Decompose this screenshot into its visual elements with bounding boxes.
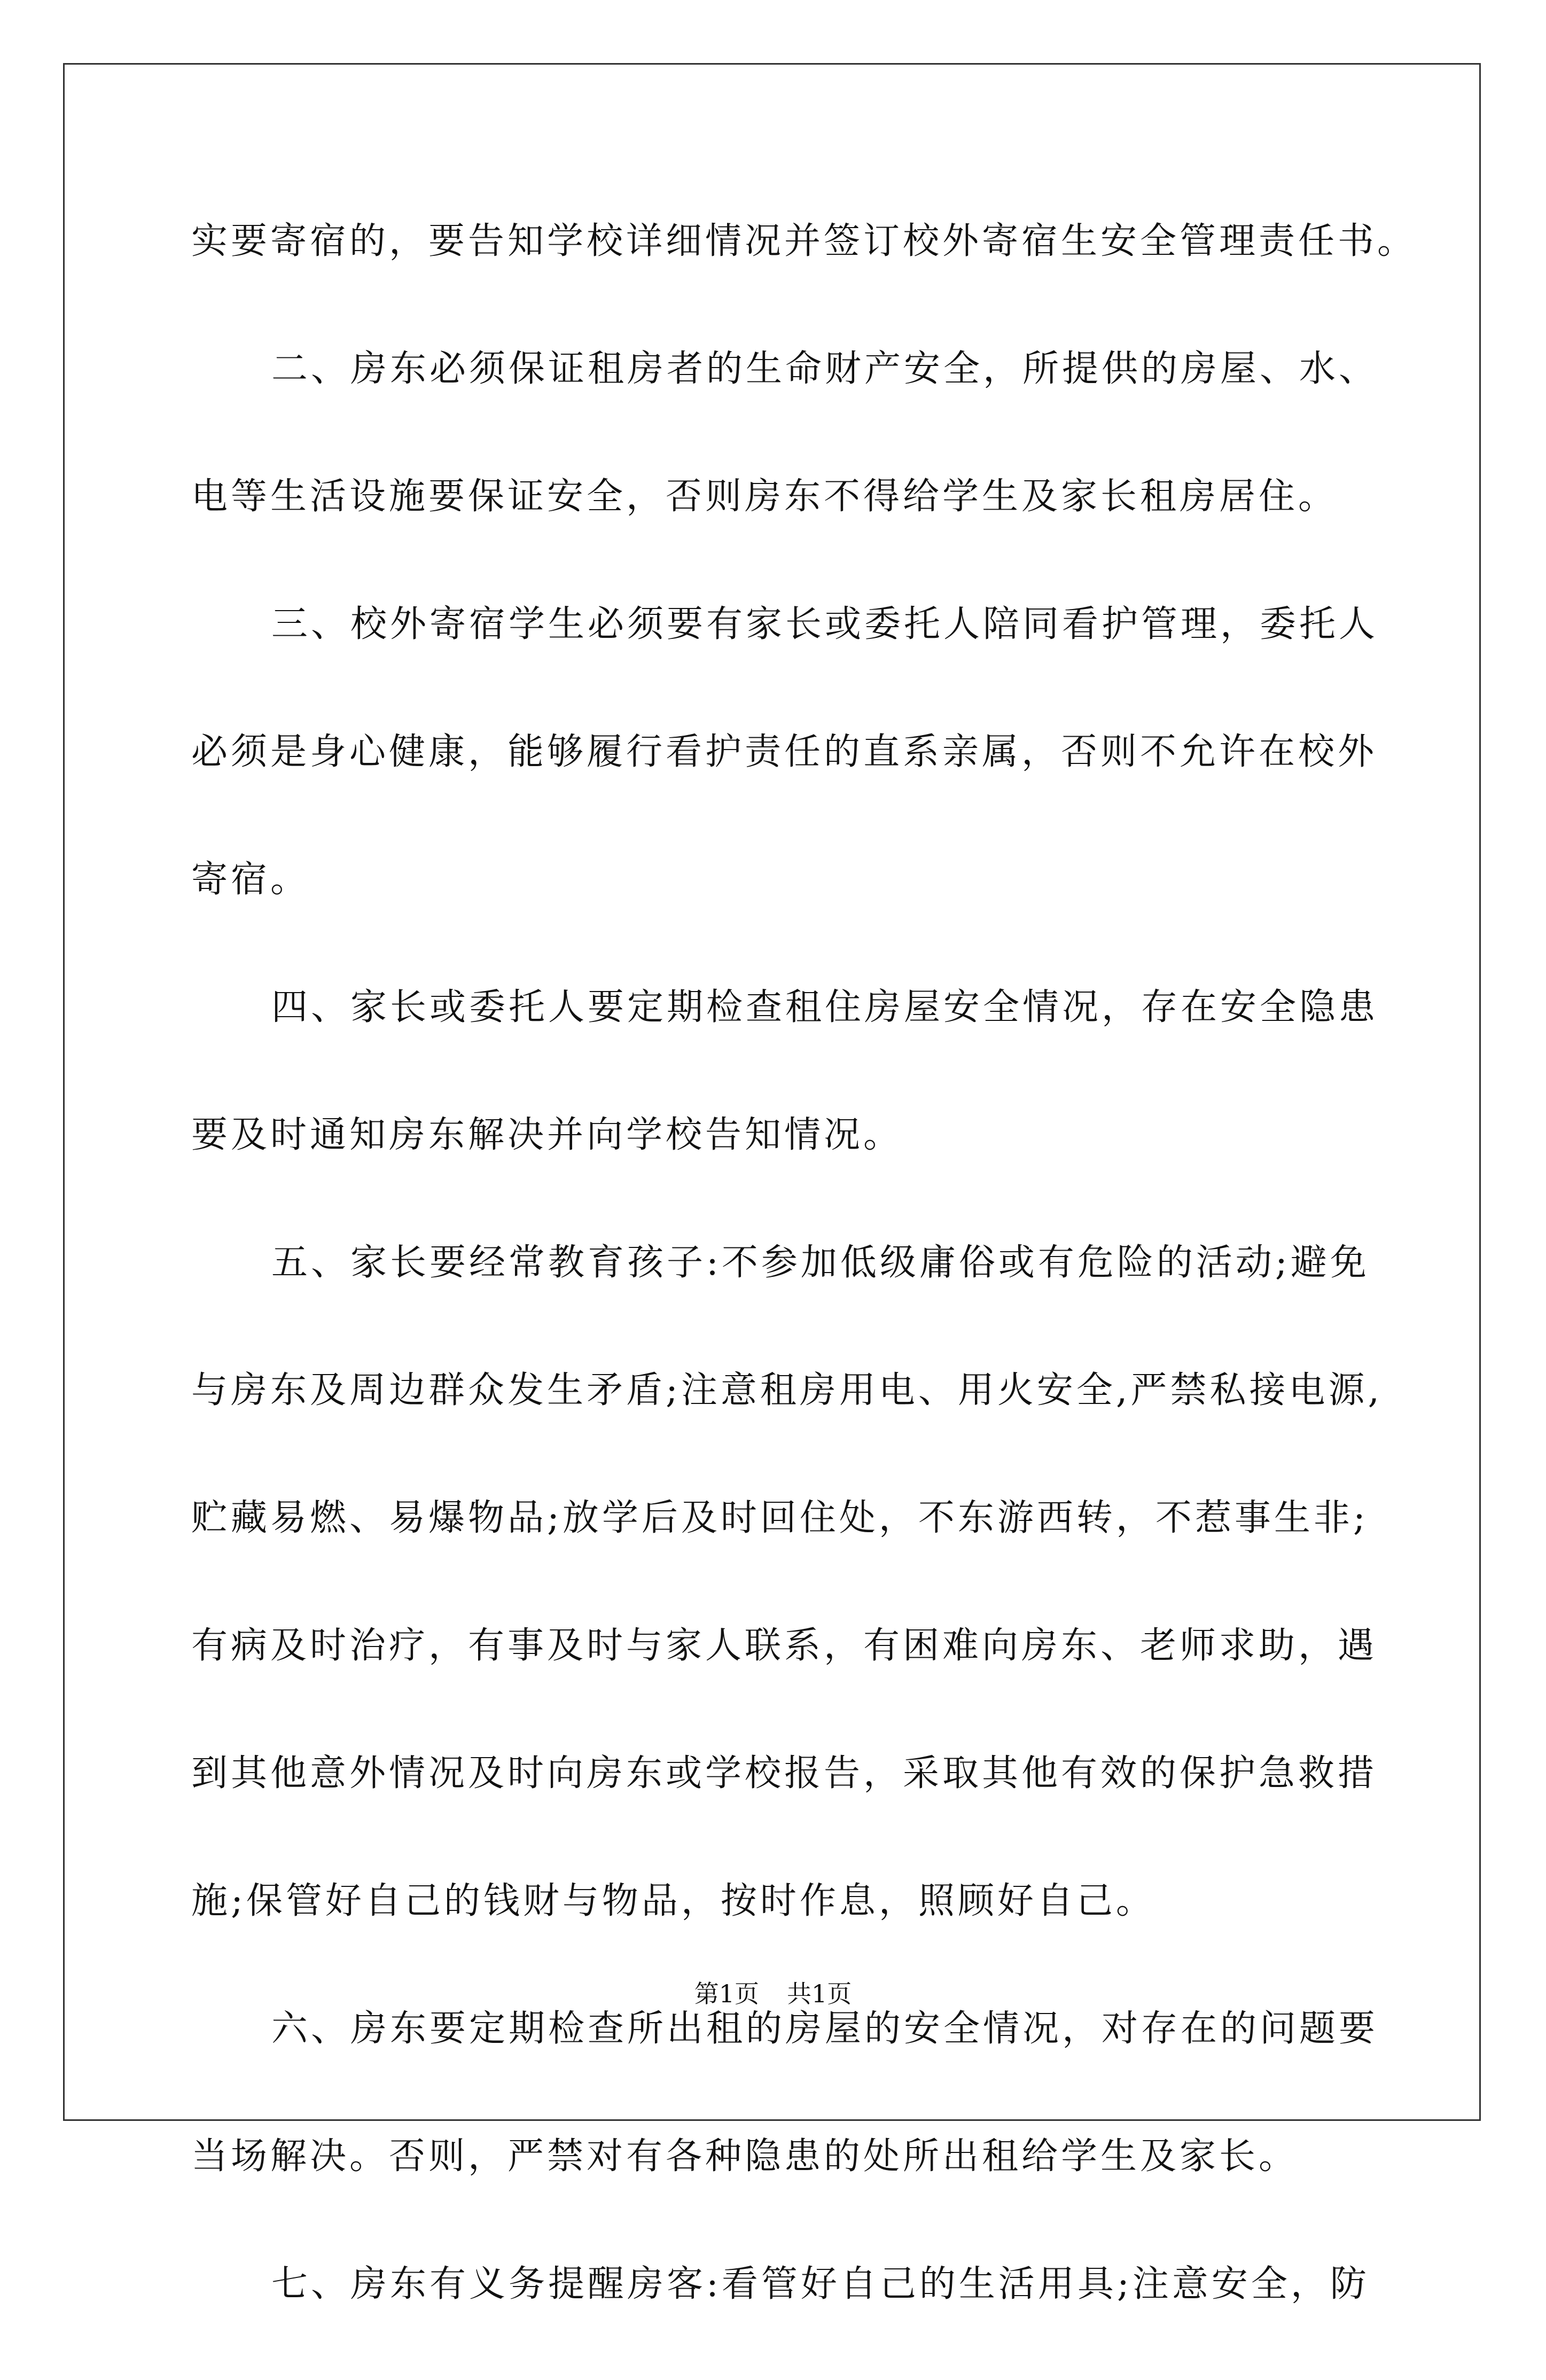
text-line: 电等生活设施要保证安全，否则房东不得给学生及家长租房居住。 [191, 475, 1338, 518]
text-line: 寄宿。 [191, 859, 310, 901]
text-line: 四、家长或委托人要定期检查租住房屋安全情况，存在安全隐患 [271, 986, 1379, 1028]
text-line: 到其他意外情况及时向房东或学校报告，采取其他有效的保护急救措 [191, 1752, 1378, 1794]
text-line: 当场解决。否则，严禁对有各种隐患的处所出租给学生及家长。 [191, 2135, 1299, 2178]
text-line: 有病及时治疗，有事及时与家人联系，有困难向房东、老师求助，遇 [191, 1625, 1378, 1667]
text-line: 必须是身心健康，能够履行看护责任的直系亲属，否则不允许在校外 [191, 731, 1378, 773]
text-line: 施;保管好自己的钱财与物品，按时作息，照顾好自己。 [191, 1880, 1155, 1922]
page-footer [0, 1978, 1546, 2010]
text-line: 七、房东有义务提醒房客:看管好自己的生活用具;注意安全，防 [271, 2263, 1370, 2305]
text-line: 二、房东必须保证租房者的生命财产安全，所提供的房屋、水、 [271, 348, 1379, 390]
page-total: 共1页 [787, 1979, 852, 2008]
text-line: 与房东及周边群众发生矛盾;注意租房用电、用火安全,严禁私接电源, [191, 1369, 1383, 1411]
document-body [191, 209, 1417, 2380]
text-line: 三、校外寄宿学生必须要有家长或委托人陪同看护管理，委托人 [271, 603, 1379, 645]
page-number: 第1页 [694, 1979, 759, 2008]
text-line: 贮藏易燃、易爆物品;放学后及时回住处，不东游西转，不惹事生非; [191, 1497, 1369, 1539]
text-line: 要及时通知房东解决并向学校告知情况。 [191, 1114, 903, 1156]
text-line: 六、房东要定期检查所出租的房屋的安全情况，对存在的问题要 [271, 2008, 1379, 2050]
text-line: 实要寄宿的，要告知学校详细情况并签订校外寄宿生安全管理责任书。 [191, 220, 1417, 262]
text-line: 五、家长要经常教育孩子:不参加低级庸俗或有危险的活动;避免 [271, 1242, 1370, 1284]
